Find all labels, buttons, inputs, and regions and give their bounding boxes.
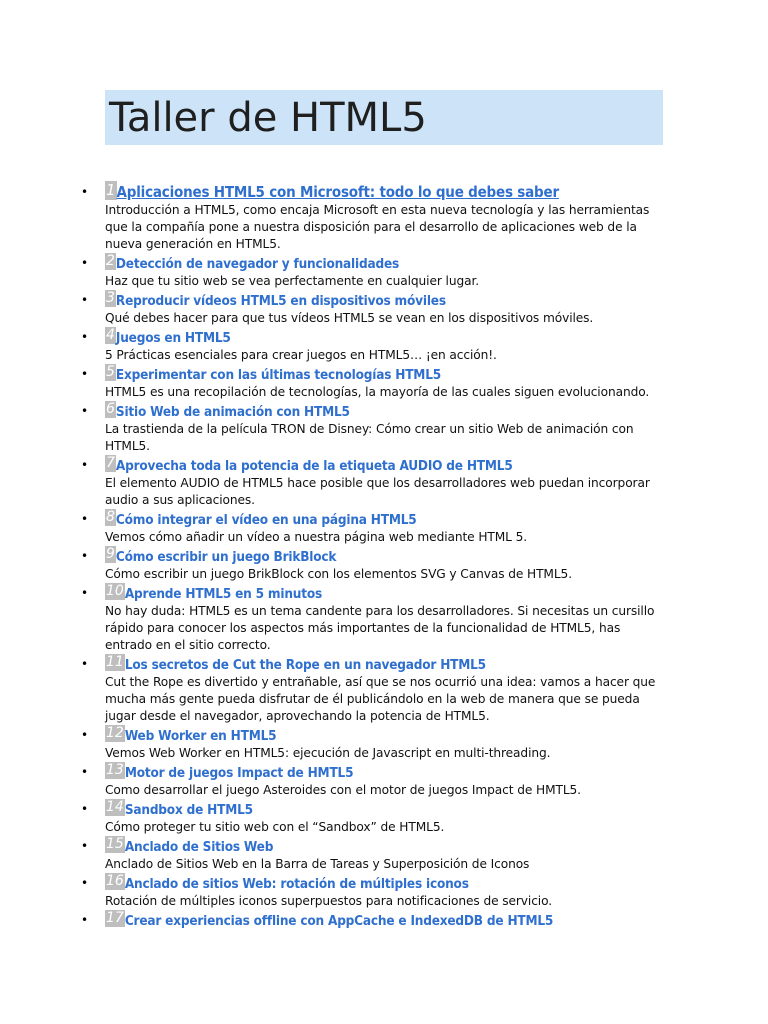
bullet-icon: • (81, 330, 89, 344)
list-item (81, 654, 665, 725)
article-description: Cómo proteger tu sitio web con el “Sandbox” de HTML5. (105, 820, 445, 834)
bullet-icon: • (81, 586, 89, 600)
article-link[interactable]: Cómo integrar el vídeo en una página HTML5 (115, 512, 417, 528)
item-number: 4 (106, 327, 115, 343)
article-description: No hay duda: HTML5 es un tema candente para los desarrolladores. Si necesitas un cursillo rápido para conocer los aspectos más importantes de la funcionalidad de HTML5, has entrado en el sitio correcto. (105, 604, 655, 652)
article-description: 5 Prácticas esenciales para crear juegos en HTML5… ¡en acción!. (105, 348, 497, 362)
item-number: 17 (106, 910, 124, 926)
article-description: Cut the Rope es divertido y entrañable, así que se nos ocurrió una idea: vamos a hacer que mucha más gente pueda disfrutar de él publicándolo en la web de manera que se pueda jugar desde el navegador, aprovechando la potencia de HTML5. (105, 675, 656, 723)
item-number: 14 (106, 799, 124, 815)
article-link[interactable]: Aplicaciones HTML5 con Microsoft: todo lo que debes saber (116, 183, 559, 201)
bullet-icon: • (81, 458, 89, 472)
list-item (81, 799, 665, 836)
list-item (81, 509, 665, 546)
bullet-icon: • (81, 839, 89, 853)
article-link[interactable]: Detección de navegador y funcionalidades (115, 256, 400, 272)
bullet-icon: • (81, 404, 89, 418)
article-link[interactable]: Sitio Web de animación con HTML5 (115, 404, 350, 420)
list-item (81, 181, 665, 253)
article-description: El elemento AUDIO de HTML5 hace posible que los desarrolladores web puedan incorporar audio a sus aplicaciones. (105, 476, 650, 507)
article-description: Rotación de múltiples iconos superpuestos para notificaciones de servicio. (105, 894, 553, 908)
bullet-icon: • (81, 876, 89, 890)
bullet-icon: • (81, 256, 89, 270)
item-number: 11 (106, 654, 124, 670)
article-link[interactable]: Reproducir vídeos HTML5 en dispositivos móviles (115, 293, 446, 309)
article-description: Como desarrollar el juego Asteroides con el motor de juegos Impact de HMTL5. (105, 783, 581, 797)
list-item (81, 583, 665, 654)
bullet-icon: • (81, 802, 89, 816)
list-item (81, 546, 665, 583)
bullet-icon: • (81, 367, 89, 381)
bullet-icon: • (81, 185, 89, 199)
list-item (81, 725, 665, 762)
bullet-icon: • (81, 293, 89, 307)
bullet-icon: • (81, 765, 89, 779)
item-number: 8 (106, 509, 115, 525)
bullet-icon: • (81, 549, 89, 563)
article-description: Anclado de Sitios Web en la Barra de Tareas y Superposición de Iconos (105, 857, 530, 871)
list-item (81, 762, 665, 799)
item-number: 13 (106, 762, 124, 778)
list-item (81, 253, 665, 290)
list-item (81, 873, 665, 910)
list-item (81, 401, 665, 455)
article-description: La trastienda de la película TRON de Disney: Cómo crear un sitio Web de animación con HTML5. (105, 422, 634, 453)
list-item (81, 910, 665, 930)
article-description: HTML5 es una recopilación de tecnologías, la mayoría de las cuales siguen evolucionando. (105, 385, 650, 399)
item-number: 16 (106, 873, 124, 889)
title-banner (105, 90, 663, 145)
article-link[interactable]: Aprende HTML5 en 5 minutos (124, 586, 323, 602)
article-link[interactable]: Sandbox de HTML5 (124, 802, 253, 818)
article-link[interactable]: Aprovecha toda la potencia de la etiqueta AUDIO de HTML5 (115, 458, 513, 474)
article-link[interactable]: Crear experiencias offline con AppCache e IndexedDB de HTML5 (124, 913, 554, 929)
item-number: 2 (106, 253, 115, 269)
article-link[interactable]: Anclado de Sitios Web (124, 839, 274, 855)
list-item (81, 455, 665, 509)
item-number: 7 (106, 455, 115, 471)
item-number: 12 (106, 725, 124, 741)
article-link[interactable]: Motor de juegos Impact de HMTL5 (124, 765, 354, 781)
item-number: 1 (106, 181, 116, 199)
article-link[interactable]: Web Worker en HTML5 (124, 728, 277, 744)
article-link[interactable]: Cómo escribir un juego BrikBlock (115, 549, 337, 565)
bullet-icon: • (81, 913, 89, 927)
article-description: Haz que tu sitio web se vea perfectamente en cualquier lugar. (105, 274, 480, 288)
item-number: 5 (106, 364, 115, 380)
bullet-icon: • (81, 512, 89, 526)
item-number: 6 (106, 401, 115, 417)
item-number: 10 (106, 583, 124, 599)
article-link[interactable]: Juegos en HTML5 (115, 330, 231, 346)
page-title: Taller de HTML5 (109, 95, 427, 141)
list-item (81, 364, 665, 401)
item-number: 3 (106, 290, 115, 306)
article-description: Introducción a HTML5, como encaja Microsoft en esta nueva tecnología y las herramientas que la compañía pone a nuestra disposición para el desarrollo de aplicaciones web de la nueva generación en HTML5. (105, 203, 650, 251)
article-description: Cómo escribir un juego BrikBlock con los elementos SVG y Canvas de HTML5. (105, 567, 572, 581)
article-link[interactable]: Experimentar con las últimas tecnologías HTML5 (115, 367, 441, 383)
article-link[interactable]: Los secretos de Cut the Rope en un navegador HTML5 (124, 657, 486, 673)
list-item (81, 836, 665, 873)
list-item (81, 290, 665, 327)
list-item (81, 327, 665, 364)
article-description: Vemos cómo añadir un vídeo a nuestra página web mediante HTML 5. (105, 530, 528, 544)
bullet-icon: • (81, 657, 89, 671)
bullet-icon: • (81, 728, 89, 742)
article-list (81, 181, 665, 930)
article-description: Qué debes hacer para que tus vídeos HTML5 se vean en los dispositivos móviles. (105, 311, 594, 325)
article-description: Vemos Web Worker en HTML5: ejecución de Javascript en multi-threading. (105, 746, 551, 760)
item-number: 9 (106, 546, 115, 562)
article-link[interactable]: Anclado de sitios Web: rotación de múltiples iconos (124, 876, 469, 892)
item-number: 15 (106, 836, 124, 852)
